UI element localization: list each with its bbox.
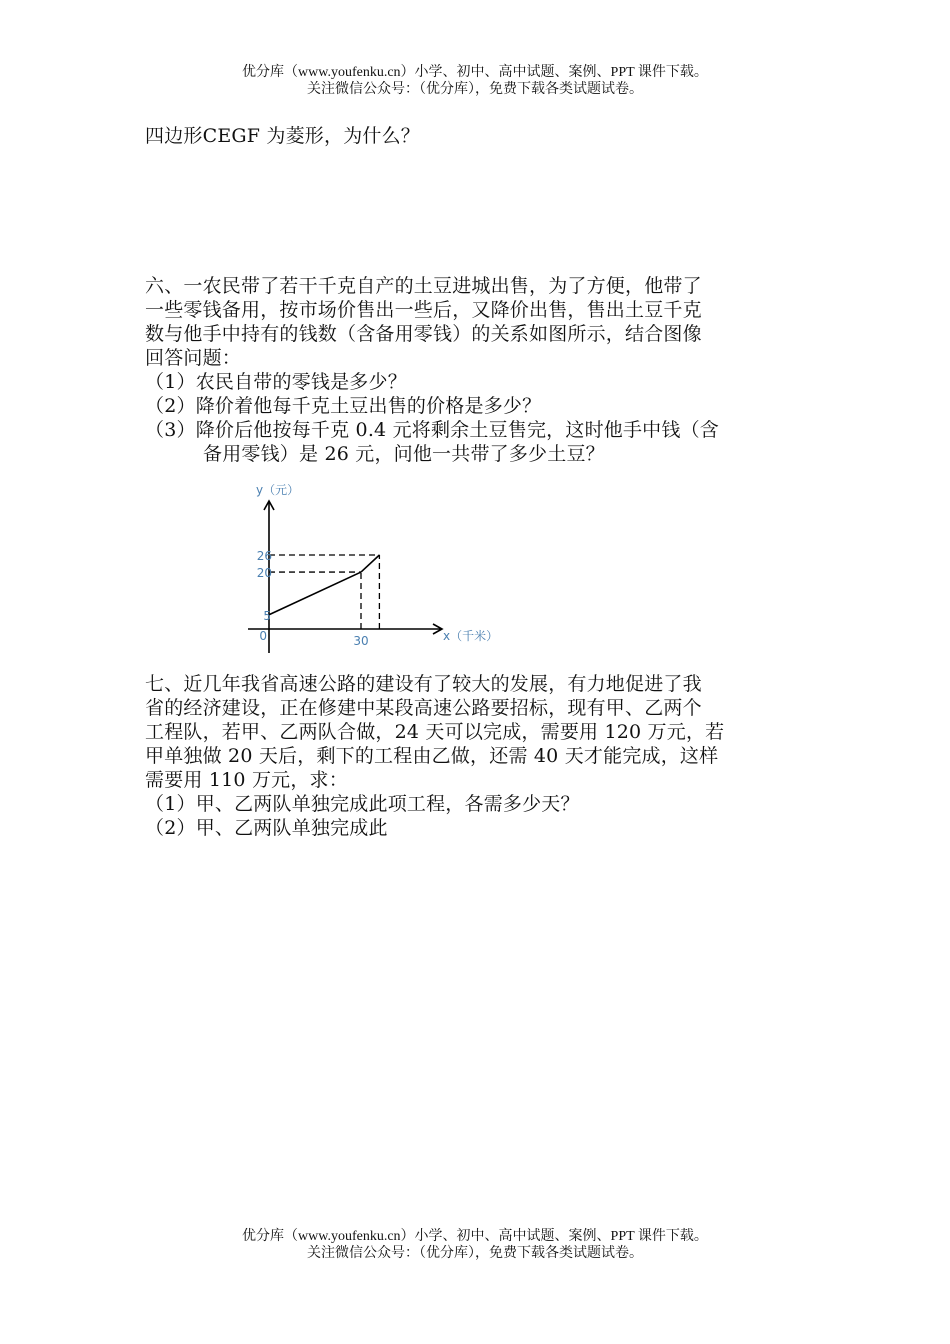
y-tick-label-26: 26 bbox=[256, 549, 272, 563]
q6-sub-3-line-2: 备用零钱）是 26 元，问他一共带了多少土豆？ bbox=[203, 443, 605, 465]
q7-line-4: 甲单独做 20 天后，剩下的工程由乙做，还需 40 天才能完成，这样 bbox=[145, 745, 719, 767]
q6-sub-3-line-1: （3）降价后他按每千克 0.4 元将剩余土豆售完，这时他手中钱（含 bbox=[145, 419, 719, 441]
money-vs-weight-chart bbox=[236, 477, 516, 657]
q7-line-3: 工程队，若甲、乙两队合做，24 天可以完成，需要用 120 万元，若 bbox=[145, 721, 725, 743]
q6-sub-2: （2）降价着他每千克土豆出售的价格是多少？ bbox=[145, 395, 542, 417]
question-6 bbox=[145, 274, 810, 466]
header-line-2: 关注微信公众号：（优分库），免费下载各类试题试卷。 bbox=[307, 82, 643, 97]
chart-svg bbox=[236, 477, 516, 657]
y-tick-label-5: 5 bbox=[263, 608, 271, 623]
q7-sub-1: （1）甲、乙两队单独完成此项工程，各需多少天？ bbox=[145, 793, 580, 815]
q7-line-5: 需要用 110 万元，求： bbox=[145, 769, 348, 791]
y-axis-label: y（元） bbox=[256, 483, 300, 497]
q6-line-1: 六、一农民带了若干千克自产的土豆进城出售，为了方便，他带了 bbox=[145, 275, 702, 297]
q7-line-2: 省的经济建设，正在修建中某段高速公路要招标，现有甲、乙两个 bbox=[145, 697, 702, 719]
q7-line-1: 七、近几年我省高速公路的建设有了较大的发展，有力地促进了我 bbox=[145, 673, 702, 695]
footer-line-1: 优分库（www.youfenku.cn）小学、初中、高中试题、案例、PPT 课件下载。 bbox=[242, 1229, 708, 1244]
data-segment-1 bbox=[361, 555, 379, 572]
q6-line-4: 回答问题： bbox=[145, 347, 242, 369]
q7-sub-2: （2）甲、乙两队单独完成此 bbox=[145, 817, 388, 839]
q4-text: 四边形CEGF 为菱形，为什么？ bbox=[145, 125, 421, 147]
q6-sub-1: （1）农民自带的零钱是多少？ bbox=[145, 371, 407, 393]
footer-line-2: 关注微信公众号：（优分库），免费下载各类试题试卷。 bbox=[307, 1246, 643, 1261]
q6-line-3: 数与他手中持有的钱数（含备用零钱）的关系如图所示，结合图像 bbox=[145, 323, 702, 345]
origin-label: 0 bbox=[259, 629, 267, 643]
question-7 bbox=[145, 672, 810, 840]
page-footer bbox=[0, 1228, 950, 1262]
data-segment-0 bbox=[269, 572, 361, 615]
y-tick-label-20: 20 bbox=[256, 566, 272, 581]
x-tick-label-30: 30 bbox=[353, 634, 369, 648]
header-line-1: 优分库（www.youfenku.cn）小学、初中、高中试题、案例、PPT 课件下载。 bbox=[242, 65, 708, 80]
q6-line-2: 一些零钱备用，按市场价售出一些后，又降价出售，售出土豆千克 bbox=[145, 299, 702, 321]
page-header bbox=[0, 64, 950, 98]
question-4-continuation bbox=[145, 124, 810, 148]
x-axis-label: x（千米） bbox=[443, 629, 499, 643]
